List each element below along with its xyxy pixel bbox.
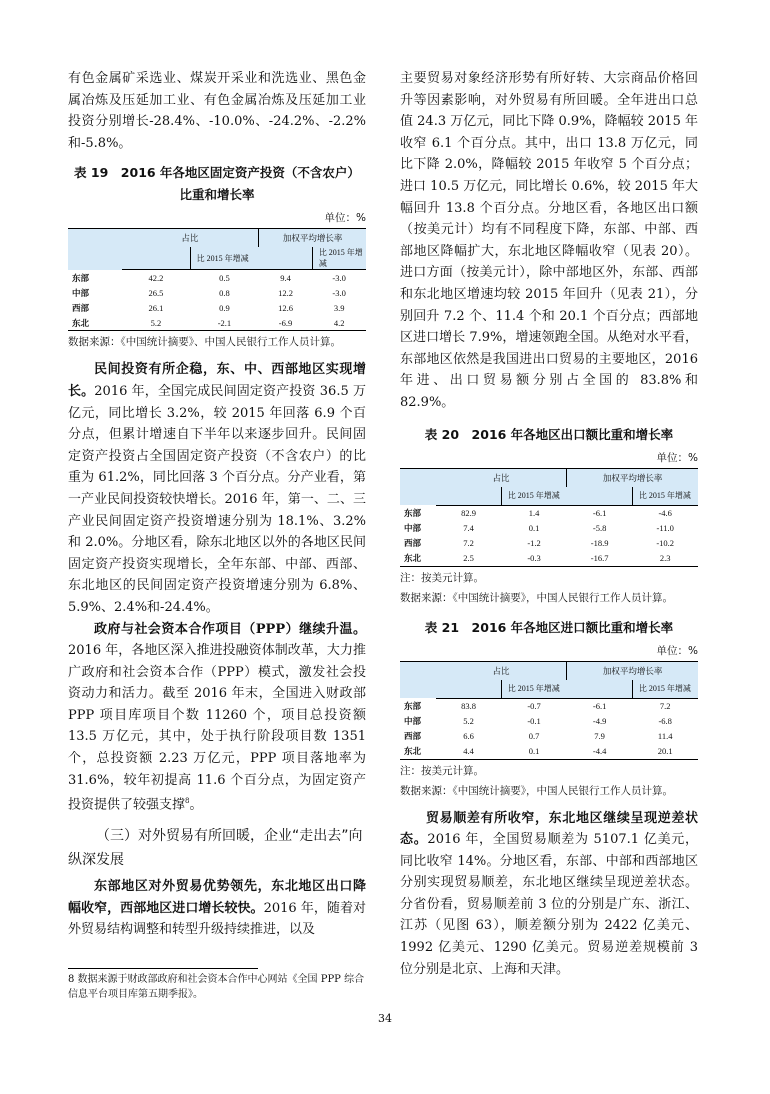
cell-growth: 9.4 xyxy=(280,272,291,283)
paragraph-metal-investment: 有色金属矿采选业、煤炭开采业和洗选业、黑色金属冶炼及压延加工业、有色金属冶炼及压延加工业投资分别增长-28.4%、-10.0%、-24.2%、-2.2%和-5.8%。 xyxy=(68,71,366,151)
footnote: 8 数据来源于财政部政府和社会资本合作中心网站《全国 PPP 综合信息平台项目库第五期季报》。 xyxy=(68,974,365,1000)
cell-growth-change: 20.1 xyxy=(632,744,698,760)
cell-growth-change: 2.3 xyxy=(632,551,698,567)
table20-corner xyxy=(400,468,436,505)
table19-subheader-growth: 比 2015 年增减 xyxy=(312,247,366,270)
table-row xyxy=(400,536,698,551)
cell-growth-change: -4.6 xyxy=(658,508,672,518)
paragraph-end: 。 xyxy=(189,797,203,813)
cell-share: 82.9 xyxy=(461,508,476,518)
paragraph-ppp xyxy=(68,619,366,817)
table20-header-share: 占比 xyxy=(436,468,567,487)
cell-growth: -6.1 xyxy=(592,701,607,711)
table20-unit: 单位：% xyxy=(656,451,698,464)
table21-title: 表 21 2016 年各地区进口额比重和增长率 xyxy=(424,619,674,635)
paragraph-lead: 贸易顺差有所收窄，东北地区继续呈现逆差状态。 xyxy=(400,810,698,848)
cell-share-change: -0.1 xyxy=(527,716,541,726)
table20-source: 数据来源：《中国统计摘要》，中国人民银行工作人员计算。 xyxy=(400,591,673,604)
table19-title xyxy=(68,162,366,206)
row-label: 东部 xyxy=(72,273,90,284)
cell-share-change: 0.7 xyxy=(528,731,540,741)
paragraph-trade-surplus xyxy=(400,808,698,981)
cell-growth-change: -11.0 xyxy=(656,523,674,533)
table21-subheader-share: 比 2015 年增减 xyxy=(501,680,567,699)
table19 xyxy=(68,228,366,331)
paragraph-text: 2016 年，随着对外贸易结构调整和转型升级持续推进，以及 xyxy=(68,900,366,938)
cell-growth-change: 4.2 xyxy=(312,315,366,331)
table-row xyxy=(400,744,698,760)
cell-growth-change: 3.9 xyxy=(333,302,345,313)
row-label: 西部 xyxy=(404,732,422,742)
cell-share-change: -0.3 xyxy=(501,551,567,567)
table19-header-growth: 加权平均增长率 xyxy=(259,229,366,248)
table20-subheader-share: 比 2015 年增减 xyxy=(501,487,567,506)
cell-share: 2.5 xyxy=(436,551,502,567)
cell-growth-change: 11.4 xyxy=(657,731,673,741)
footnote-ref: 8 xyxy=(185,797,190,806)
table20-title: 表 20 2016 年各地区出口额比重和增长率 xyxy=(424,426,674,442)
table21-corner xyxy=(400,661,436,698)
row-label: 东北 xyxy=(400,551,436,567)
cell-growth: -4.4 xyxy=(567,744,633,760)
table-row xyxy=(400,551,698,567)
section-heading: （三）对外贸易有所回暖，企业“走出去”向纵深发展 xyxy=(68,828,363,869)
cell-share-change: -2.1 xyxy=(190,315,259,331)
table20 xyxy=(400,468,698,567)
cell-share: 26.5 xyxy=(148,287,164,298)
cell-share-change: 1.4 xyxy=(528,508,540,518)
cell-share: 5.2 xyxy=(122,315,191,331)
table19-subheader-share: 比 2015 年增减 xyxy=(190,247,259,270)
paragraph-private-investment xyxy=(68,359,366,618)
table-row xyxy=(400,729,698,744)
cell-growth-change: -3.0 xyxy=(332,287,346,298)
cell-growth-change: 7.2 xyxy=(659,701,671,711)
table-row xyxy=(400,521,698,536)
paragraph-text: 2016 年，各地区深入推进投融资体制改革，大力推广政府和社会资本合作（PPP）模式，激发社会投资动力和活力。截至 2016 年末，全国进入财政部 PPP 项目库项目个数 11260 个，项目总投资额 13.5 万亿元，其中，处于执行阶段项目数 1351 个，总投资额 2.23 万亿元，PPP 项目落地率为 31.6%，较年初提高 11.6 个百分点，为固定资产投资提供了较强支撑 xyxy=(68,643,366,813)
table-row xyxy=(68,315,366,331)
table-row xyxy=(400,714,698,729)
cell-share: 6.6 xyxy=(463,731,474,741)
cell-growth: -18.9 xyxy=(590,538,609,548)
cell-growth: -6.9 xyxy=(259,315,313,331)
table21-note: 注：按美元计算。 xyxy=(400,764,484,777)
cell-share-change: 0.1 xyxy=(528,523,540,533)
paragraph-trade-continued: 主要贸易对象经济形势有所好转、大宗商品价格回升等因素影响，对外贸易有所回暖。全年进出口总值 24.3 万亿元，同比下降 0.9%，降幅较 2015 年收窄 6.1 个百分点。其中，出口 13.8 万亿元，同比下降 2.0%，降幅较 2015 年收窄 5 个百分点；进口 10.5 万亿元，同比增长 0.6%，较 2015 年大幅回升 13.8 个百分点。分地区看，各地区出口额（按美元计）均有不同程度下降，东部、中部、西部地区降幅扩大，东北地区降幅收窄（见表 20）。进口方面（按美元计），除中部地区外，东部、西部和东北地区增速均较 2015 年回升（见表 21），分别回升 7.2 个、11.4 个和 20.1 个百分点；西部地区进口增长 7.9%，增速领跑全国。从绝对水平看，东部地区依然是我国进出口贸易的主要地区，2016 年进、出口贸易额分别占全国的 83.8%和 82.9%。 xyxy=(400,71,698,410)
cell-growth-change: -10.2 xyxy=(656,538,675,548)
page-number: 34 xyxy=(378,1012,392,1025)
cell-share: 5.2 xyxy=(463,716,474,726)
cell-share-change: -0.7 xyxy=(527,701,541,711)
paragraph-lead: 民间投资有所企稳，东、中、西部地区实现增长。 xyxy=(68,362,366,399)
row-label: 中部 xyxy=(72,288,90,299)
cell-share: 7.4 xyxy=(463,523,474,533)
cell-growth: -4.9 xyxy=(592,716,607,726)
right-column xyxy=(400,68,698,980)
cell-growth: -6.1 xyxy=(592,508,607,518)
footnote-divider xyxy=(68,968,258,969)
table21-source: 数据来源：《中国统计摘要》，中国人民银行工作人员计算。 xyxy=(400,784,673,797)
table-row xyxy=(68,300,366,315)
cell-growth: 7.9 xyxy=(594,731,605,741)
cell-share: 26.1 xyxy=(148,302,164,313)
table21-header-share: 占比 xyxy=(436,661,567,680)
paragraph-lead: 东部地区对外贸易优势领先，东北地区出口降幅收窄，西部地区进口增长较快。 xyxy=(68,879,366,916)
cell-share-change: 0.1 xyxy=(501,744,567,760)
row-label: 西部 xyxy=(72,303,90,314)
table21-unit: 单位：% xyxy=(656,644,698,657)
cell-growth: -16.7 xyxy=(567,551,633,567)
cell-growth-change: -6.8 xyxy=(658,716,672,726)
cell-share: 83.8 xyxy=(461,701,476,711)
row-label: 东部 xyxy=(404,701,422,712)
table21-header-growth: 加权平均增长率 xyxy=(567,661,698,680)
cell-share-change: 0.9 xyxy=(219,302,230,313)
table-row xyxy=(400,505,698,521)
table21-subheader-growth: 比 2015 年增减 xyxy=(632,680,698,699)
table21 xyxy=(400,661,698,760)
row-label: 西部 xyxy=(404,539,422,549)
cell-share: 42.2 xyxy=(148,272,164,283)
cell-growth: 12.6 xyxy=(278,302,293,313)
cell-share-change: -1.2 xyxy=(527,538,541,548)
table19-title-line1: 表 19 2016 年各地区固定资产投资（不含农户） xyxy=(74,165,360,181)
table20-header-growth: 加权平均增长率 xyxy=(567,468,698,487)
table19-source: 数据来源：《中国统计摘要》、中国人民银行工作人员计算。 xyxy=(68,336,341,349)
row-label: 东部 xyxy=(404,508,422,519)
table19-unit: 单位：% xyxy=(324,212,366,225)
table19-corner xyxy=(68,229,122,270)
cell-share-change: 0.8 xyxy=(219,287,230,298)
row-label: 中部 xyxy=(404,717,422,727)
row-label: 东北 xyxy=(400,744,436,760)
paragraph-lead: 政府与社会资本合作项目（PPP）继续升温。 xyxy=(94,621,366,637)
table20-subheader-growth: 比 2015 年增减 xyxy=(632,487,698,506)
row-label: 中部 xyxy=(404,524,422,534)
cell-share: 7.2 xyxy=(463,538,474,548)
cell-growth: -5.8 xyxy=(592,523,607,533)
table19-header-share: 占比 xyxy=(122,229,259,248)
cell-share-change: 0.5 xyxy=(219,272,230,283)
row-label: 东北 xyxy=(68,315,122,331)
cell-growth-change: -3.0 xyxy=(332,272,346,283)
paragraph-text: 2016 年，全国完成民间固定资产投资 36.5 万亿元，同比增长 3.2%，较 2015 年回落 6.9 个百分点，但累计增速自下半年以来逐步回升。民间固定资产投资占全国固定资产投资（不含农户）的比重为 61.2%，同比回落 3 个百分点。分产业看，第一产业民间投资较快增长。2016 年，第一、二、三产业民间固定资产投资增速分别为 18.1%、3.2%和 2.0%。分地区看，除东北地区以外的各地区民间固定资产投资实现增长，全年东部、中部、西部、东北地区的民间固定资产投资增速分别为 6.8%、5.9%、2.4%和-24.4%。 xyxy=(68,383,366,615)
table-row xyxy=(400,698,698,714)
table-row xyxy=(68,270,366,286)
left-column xyxy=(68,68,366,941)
cell-share: 4.4 xyxy=(436,744,502,760)
paragraph-text: 2016 年，全国贸易顺差为 5107.1 亿美元，同比收窄 14%。分地区看，东部、中部和西部地区分别实现贸易顺差，东北地区继续呈现逆差状态。分省份看，贸易顺差前 3 位的分别是广东、浙江、江苏（见图 63），顺差额分别为 2422 亿美元、1992 亿美元、1290 亿美元。贸易逆差规模前 3 位分别是北京、上海和天津。 xyxy=(400,832,698,977)
table20-note: 注：按美元计算。 xyxy=(400,571,484,584)
paragraph-trade xyxy=(68,876,366,941)
cell-growth: 12.2 xyxy=(278,287,293,298)
table-row xyxy=(68,285,366,300)
table19-title-line2: 比重和增长率 xyxy=(179,187,255,203)
